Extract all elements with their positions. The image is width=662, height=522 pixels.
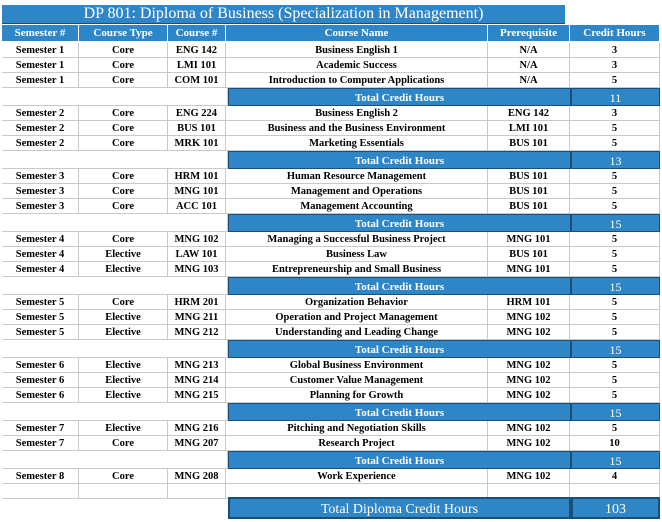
course-number-cell: MNG 101 bbox=[168, 184, 226, 199]
course-name-cell: Operation and Project Management bbox=[226, 310, 488, 325]
course-name-cell: Organization Behavior bbox=[226, 295, 488, 310]
credit-hours-cell: 5 bbox=[570, 388, 660, 403]
credit-hours-cell: 5 bbox=[570, 310, 660, 325]
semester-cell: Semester 1 bbox=[2, 43, 79, 58]
semester-total-label: Total Credit Hours bbox=[228, 403, 571, 421]
semester-cell: Semester 5 bbox=[2, 295, 79, 310]
semester-total-value: 11 bbox=[571, 88, 660, 106]
course-name-cell: Customer Value Management bbox=[226, 373, 488, 388]
semester-total-value: 15 bbox=[571, 277, 660, 295]
course-type-cell: Core bbox=[79, 232, 168, 247]
prerequisite-cell: MNG 102 bbox=[488, 436, 570, 451]
table-row bbox=[0, 325, 662, 340]
sheet-title: DP 801: Diploma of Business (Specialization in Management) bbox=[2, 5, 565, 24]
course-type-cell: Elective bbox=[79, 373, 168, 388]
course-type-cell: Core bbox=[79, 136, 168, 151]
prerequisite-cell: MNG 101 bbox=[488, 232, 570, 247]
course-number-cell: LMI 101 bbox=[168, 58, 226, 73]
table-row bbox=[0, 262, 662, 277]
empty-cell bbox=[168, 484, 226, 499]
credit-hours-cell: 3 bbox=[570, 106, 660, 121]
course-number-cell: HRM 201 bbox=[168, 295, 226, 310]
course-name-cell: Human Resource Management bbox=[226, 169, 488, 184]
course-number-cell: MNG 103 bbox=[168, 262, 226, 277]
course-number-cell: MNG 211 bbox=[168, 310, 226, 325]
table-row bbox=[0, 421, 662, 436]
course-name-cell: Business and the Business Environment bbox=[226, 121, 488, 136]
course-name-cell: Entrepreneurship and Small Business bbox=[226, 262, 488, 277]
header-course-type: Course Type bbox=[79, 25, 168, 41]
blank-cell bbox=[2, 277, 228, 295]
prerequisite-cell: BUS 101 bbox=[488, 199, 570, 214]
blank-cell bbox=[2, 451, 228, 469]
prerequisite-cell: MNG 102 bbox=[488, 373, 570, 388]
semester-cell: Semester 3 bbox=[2, 199, 79, 214]
credit-hours-cell: 5 bbox=[570, 136, 660, 151]
course-name-cell: Work Experience bbox=[226, 469, 488, 484]
semester-total-value: 15 bbox=[571, 451, 660, 469]
prerequisite-cell: HRM 101 bbox=[488, 295, 570, 310]
course-name-cell: Management and Operations bbox=[226, 184, 488, 199]
table-row bbox=[0, 373, 662, 388]
prerequisite-cell: N/A bbox=[488, 43, 570, 58]
empty-cell bbox=[79, 484, 168, 499]
prerequisite-cell: N/A bbox=[488, 58, 570, 73]
course-number-cell: MNG 212 bbox=[168, 325, 226, 340]
blank-cell bbox=[2, 151, 228, 169]
table-row bbox=[0, 73, 662, 88]
course-number-cell: MNG 208 bbox=[168, 469, 226, 484]
credit-hours-cell: 4 bbox=[570, 469, 660, 484]
semester-total-label: Total Credit Hours bbox=[228, 451, 571, 469]
semester-total-value: 15 bbox=[571, 403, 660, 421]
credit-hours-cell: 5 bbox=[570, 247, 660, 262]
table-row bbox=[0, 58, 662, 73]
prerequisite-cell: BUS 101 bbox=[488, 247, 570, 262]
credit-hours-cell: 5 bbox=[570, 232, 660, 247]
semester-cell: Semester 7 bbox=[2, 436, 79, 451]
prerequisite-cell: MNG 102 bbox=[488, 421, 570, 436]
course-type-cell: Core bbox=[79, 199, 168, 214]
credit-hours-cell: 5 bbox=[570, 184, 660, 199]
semester-total-value: 15 bbox=[571, 214, 660, 232]
semester-total-label: Total Credit Hours bbox=[228, 151, 571, 169]
table-row bbox=[0, 199, 662, 214]
course-type-cell: Core bbox=[79, 58, 168, 73]
course-name-cell: Planning for Growth bbox=[226, 388, 488, 403]
course-type-cell: Core bbox=[79, 73, 168, 88]
semester-total-label: Total Credit Hours bbox=[228, 277, 571, 295]
course-name-cell: Pitching and Negotiation Skills bbox=[226, 421, 488, 436]
table-row bbox=[0, 232, 662, 247]
semester-cell: Semester 5 bbox=[2, 310, 79, 325]
course-type-cell: Core bbox=[79, 469, 168, 484]
credit-hours-cell: 3 bbox=[570, 58, 660, 73]
table-row bbox=[0, 43, 662, 58]
semester-cell: Semester 2 bbox=[2, 121, 79, 136]
semester-cell: Semester 1 bbox=[2, 58, 79, 73]
credit-hours-cell: 5 bbox=[570, 121, 660, 136]
header-prerequisite: Prerequisite bbox=[488, 25, 570, 41]
semester-cell: Semester 6 bbox=[2, 358, 79, 373]
table-row bbox=[0, 169, 662, 184]
course-type-cell: Elective bbox=[79, 358, 168, 373]
semester-cell: Semester 3 bbox=[2, 184, 79, 199]
table-row bbox=[0, 310, 662, 325]
course-name-cell: Research Project bbox=[226, 436, 488, 451]
prerequisite-cell: BUS 101 bbox=[488, 169, 570, 184]
credit-hours-cell: 5 bbox=[570, 262, 660, 277]
semester-cell: Semester 6 bbox=[2, 388, 79, 403]
course-number-cell: MNG 213 bbox=[168, 358, 226, 373]
credit-hours-cell: 10 bbox=[570, 436, 660, 451]
semester-total-label: Total Credit Hours bbox=[228, 88, 571, 106]
course-type-cell: Elective bbox=[79, 421, 168, 436]
course-name-cell: Managing a Successful Business Project bbox=[226, 232, 488, 247]
course-number-cell: MNG 215 bbox=[168, 388, 226, 403]
course-name-cell: Understanding and Leading Change bbox=[226, 325, 488, 340]
course-type-cell: Core bbox=[79, 106, 168, 121]
credit-hours-cell: 5 bbox=[570, 169, 660, 184]
table-row bbox=[0, 469, 662, 484]
credit-hours-cell: 5 bbox=[570, 73, 660, 88]
header-credit-hours: Credit Hours bbox=[570, 25, 660, 41]
semester-cell: Semester 6 bbox=[2, 373, 79, 388]
prerequisite-cell: N/A bbox=[488, 73, 570, 88]
prerequisite-cell: MNG 102 bbox=[488, 325, 570, 340]
table-row bbox=[0, 358, 662, 373]
course-number-cell: MNG 207 bbox=[168, 436, 226, 451]
course-number-cell: LAW 101 bbox=[168, 247, 226, 262]
header-semester: Semester # bbox=[2, 25, 79, 41]
table-row bbox=[0, 295, 662, 310]
table-row bbox=[0, 136, 662, 151]
table-row bbox=[0, 106, 662, 121]
semester-total-value: 13 bbox=[571, 151, 660, 169]
course-number-cell: MNG 216 bbox=[168, 421, 226, 436]
table-row bbox=[0, 436, 662, 451]
prerequisite-cell: BUS 101 bbox=[488, 136, 570, 151]
semester-total-label: Total Credit Hours bbox=[228, 340, 571, 358]
course-number-cell: ACC 101 bbox=[168, 199, 226, 214]
table-row bbox=[0, 247, 662, 262]
credit-hours-cell: 3 bbox=[570, 43, 660, 58]
course-number-cell: ENG 224 bbox=[168, 106, 226, 121]
grand-total-label: Total Diploma Credit Hours bbox=[228, 497, 571, 519]
blank-cell bbox=[2, 214, 228, 232]
table-row bbox=[0, 184, 662, 199]
course-type-cell: Elective bbox=[79, 262, 168, 277]
blank-cell bbox=[2, 340, 228, 358]
course-name-cell: Academic Success bbox=[226, 58, 488, 73]
course-number-cell: MRK 101 bbox=[168, 136, 226, 151]
credit-hours-cell: 5 bbox=[570, 421, 660, 436]
prerequisite-cell: LMI 101 bbox=[488, 121, 570, 136]
course-name-cell: Global Business Environment bbox=[226, 358, 488, 373]
course-number-cell: COM 101 bbox=[168, 73, 226, 88]
course-name-cell: Business English 2 bbox=[226, 106, 488, 121]
course-number-cell: HRM 101 bbox=[168, 169, 226, 184]
semester-cell: Semester 8 bbox=[2, 469, 79, 484]
empty-cell bbox=[2, 484, 79, 499]
table-row bbox=[0, 121, 662, 136]
course-type-cell: Core bbox=[79, 121, 168, 136]
credit-hours-cell: 5 bbox=[570, 199, 660, 214]
prerequisite-cell: MNG 101 bbox=[488, 262, 570, 277]
prerequisite-cell: MNG 102 bbox=[488, 310, 570, 325]
semester-cell: Semester 4 bbox=[2, 247, 79, 262]
semester-total-value: 15 bbox=[571, 340, 660, 358]
semester-cell: Semester 4 bbox=[2, 232, 79, 247]
header-course-name: Course Name bbox=[226, 25, 488, 41]
course-type-cell: Core bbox=[79, 184, 168, 199]
credit-hours-cell: 5 bbox=[570, 295, 660, 310]
credit-hours-cell: 5 bbox=[570, 358, 660, 373]
course-type-cell: Elective bbox=[79, 247, 168, 262]
prerequisite-cell: MNG 102 bbox=[488, 388, 570, 403]
semester-cell: Semester 2 bbox=[2, 106, 79, 121]
blank-cell bbox=[2, 88, 228, 106]
course-number-cell: MNG 102 bbox=[168, 232, 226, 247]
course-type-cell: Elective bbox=[79, 325, 168, 340]
course-name-cell: Management Accounting bbox=[226, 199, 488, 214]
course-type-cell: Core bbox=[79, 169, 168, 184]
grand-total-value: 103 bbox=[571, 497, 660, 519]
course-name-cell: Business English 1 bbox=[226, 43, 488, 58]
course-name-cell: Business Law bbox=[226, 247, 488, 262]
course-name-cell: Introduction to Computer Applications bbox=[226, 73, 488, 88]
course-type-cell: Core bbox=[79, 43, 168, 58]
credit-hours-cell: 5 bbox=[570, 325, 660, 340]
semester-cell: Semester 3 bbox=[2, 169, 79, 184]
semester-cell: Semester 5 bbox=[2, 325, 79, 340]
blank-cell bbox=[2, 403, 228, 421]
table-row bbox=[0, 388, 662, 403]
semester-cell: Semester 7 bbox=[2, 421, 79, 436]
course-number-cell: ENG 142 bbox=[168, 43, 226, 58]
course-type-cell: Core bbox=[79, 295, 168, 310]
prerequisite-cell: MNG 102 bbox=[488, 469, 570, 484]
course-type-cell: Elective bbox=[79, 388, 168, 403]
course-type-cell: Elective bbox=[79, 310, 168, 325]
header-course-number: Course # bbox=[168, 25, 226, 41]
semester-cell: Semester 2 bbox=[2, 136, 79, 151]
semester-cell: Semester 1 bbox=[2, 73, 79, 88]
prerequisite-cell: ENG 142 bbox=[488, 106, 570, 121]
semester-total-label: Total Credit Hours bbox=[228, 214, 571, 232]
course-name-cell: Marketing Essentials bbox=[226, 136, 488, 151]
course-number-cell: MNG 214 bbox=[168, 373, 226, 388]
course-type-cell: Core bbox=[79, 436, 168, 451]
credit-hours-cell: 5 bbox=[570, 373, 660, 388]
prerequisite-cell: MNG 102 bbox=[488, 358, 570, 373]
prerequisite-cell: BUS 101 bbox=[488, 184, 570, 199]
course-number-cell: BUS 101 bbox=[168, 121, 226, 136]
semester-cell: Semester 4 bbox=[2, 262, 79, 277]
